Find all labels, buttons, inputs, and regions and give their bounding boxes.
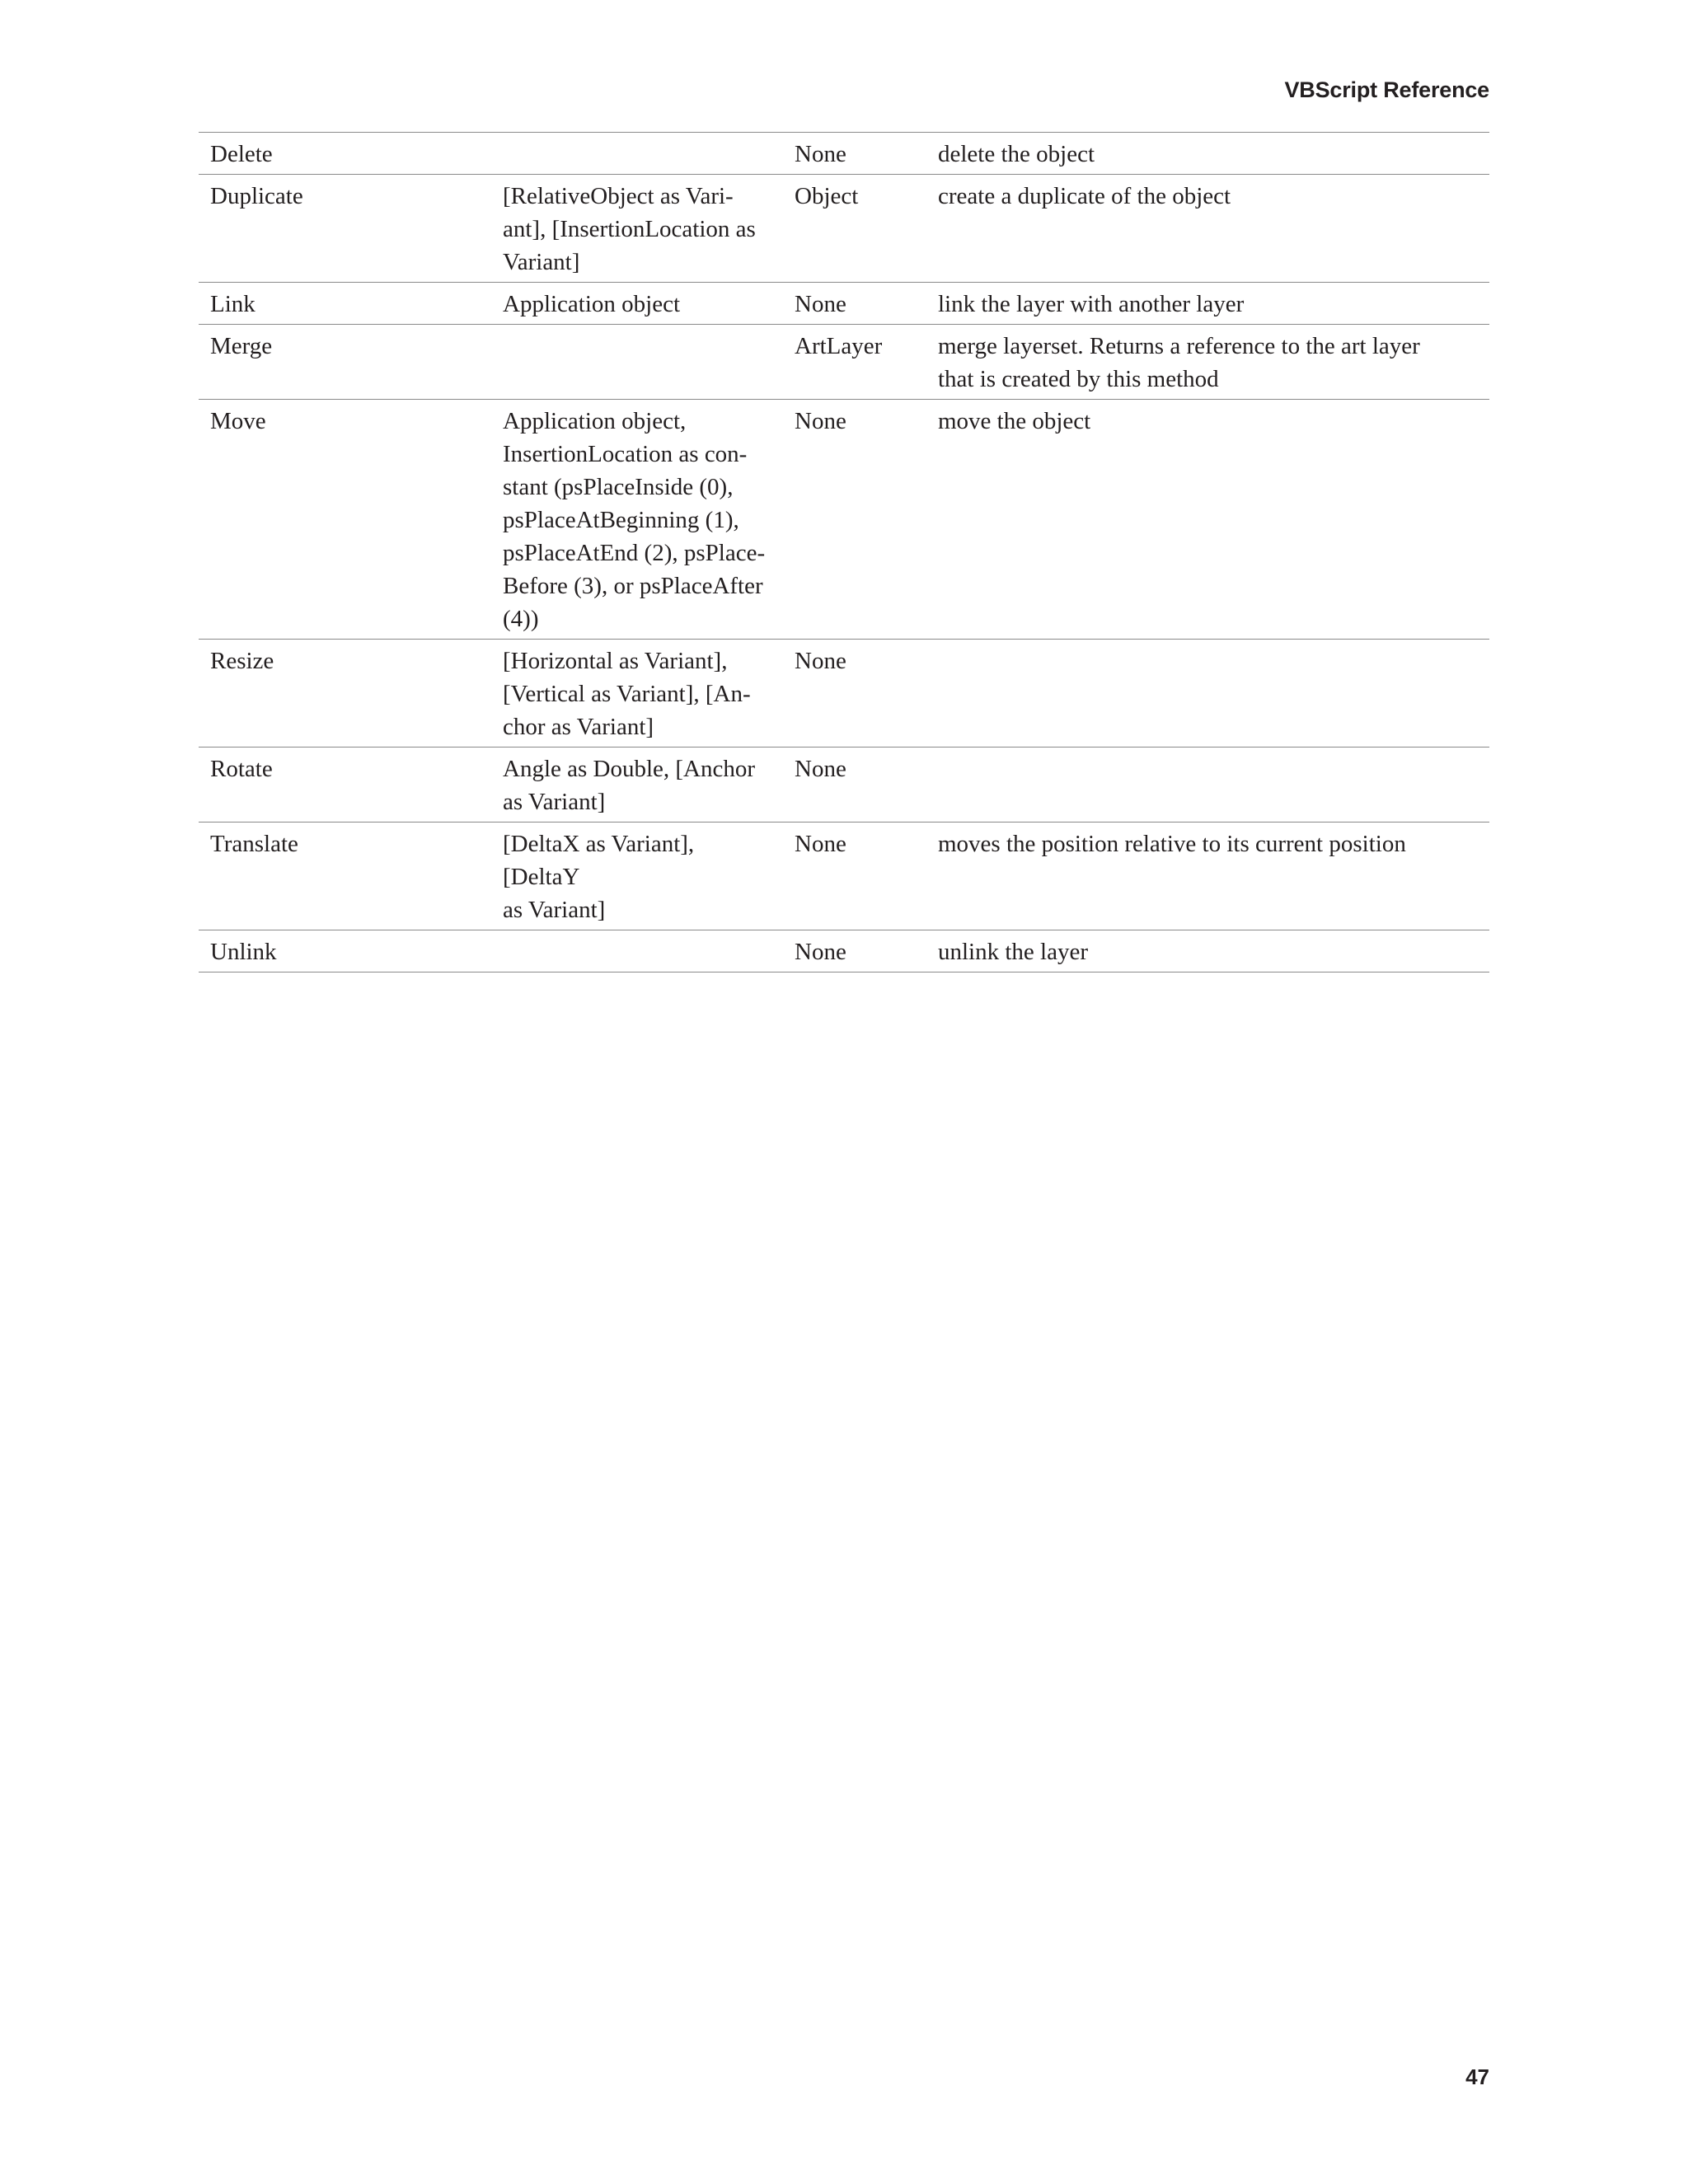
table-row-delete	[199, 133, 1489, 175]
method-description: link the layer with another layer	[926, 283, 1489, 325]
method-params	[491, 325, 783, 400]
method-name: Translate	[199, 823, 491, 930]
method-params	[491, 930, 783, 972]
method-return-type: ArtLayer	[783, 325, 926, 400]
table-row-link	[199, 283, 1489, 325]
table-row-duplicate	[199, 175, 1489, 283]
method-description	[926, 748, 1489, 823]
method-description	[926, 640, 1489, 748]
table-row-resize	[199, 640, 1489, 748]
table-row-move	[199, 400, 1489, 640]
method-name: Duplicate	[199, 175, 491, 283]
method-name: Rotate	[199, 748, 491, 823]
method-description: move the object	[926, 400, 1489, 640]
method-return-type: None	[783, 748, 926, 823]
running-header: VBScript Reference	[1284, 77, 1489, 102]
method-return-type: None	[783, 133, 926, 175]
method-return-type: None	[783, 400, 926, 640]
method-name: Unlink	[199, 930, 491, 972]
method-name: Delete	[199, 133, 491, 175]
method-name: Resize	[199, 640, 491, 748]
method-description: create a duplicate of the object	[926, 175, 1489, 283]
method-params: [DeltaX as Variant], [DeltaY as Variant]	[491, 823, 783, 930]
method-return-type: Object	[783, 175, 926, 283]
table-row-rotate	[199, 748, 1489, 823]
table-row-unlink	[199, 930, 1489, 972]
method-return-type: None	[783, 930, 926, 972]
method-name: Link	[199, 283, 491, 325]
method-description: unlink the layer	[926, 930, 1489, 972]
method-return-type: None	[783, 283, 926, 325]
method-params: Application object, InsertionLocation as con- stant (psPlaceInside (0), psPlaceAtBeginning (1), psPlaceAtEnd (2), psPlace- Before (3), or psPlaceAfter (4))	[491, 400, 783, 640]
method-description: moves the position relative to its current position	[926, 823, 1489, 930]
method-name: Merge	[199, 325, 491, 400]
method-params: [Horizontal as Variant], [Vertical as Variant], [An- chor as Variant]	[491, 640, 783, 748]
method-description: merge layerset. Returns a reference to the art layer that is created by this method	[926, 325, 1489, 400]
method-name: Move	[199, 400, 491, 640]
method-return-type: None	[783, 823, 926, 930]
page-number: 47	[1465, 2064, 1489, 2089]
method-params: Application object	[491, 283, 783, 325]
table-row-translate	[199, 823, 1489, 930]
table-row-merge	[199, 325, 1489, 400]
method-params	[491, 133, 783, 175]
method-description: delete the object	[926, 133, 1489, 175]
method-params: [RelativeObject as Vari- ant], [InsertionLocation as Variant]	[491, 175, 783, 283]
method-params: Angle as Double, [Anchor as Variant]	[491, 748, 783, 823]
methods-table	[199, 132, 1489, 972]
method-return-type: None	[783, 640, 926, 748]
